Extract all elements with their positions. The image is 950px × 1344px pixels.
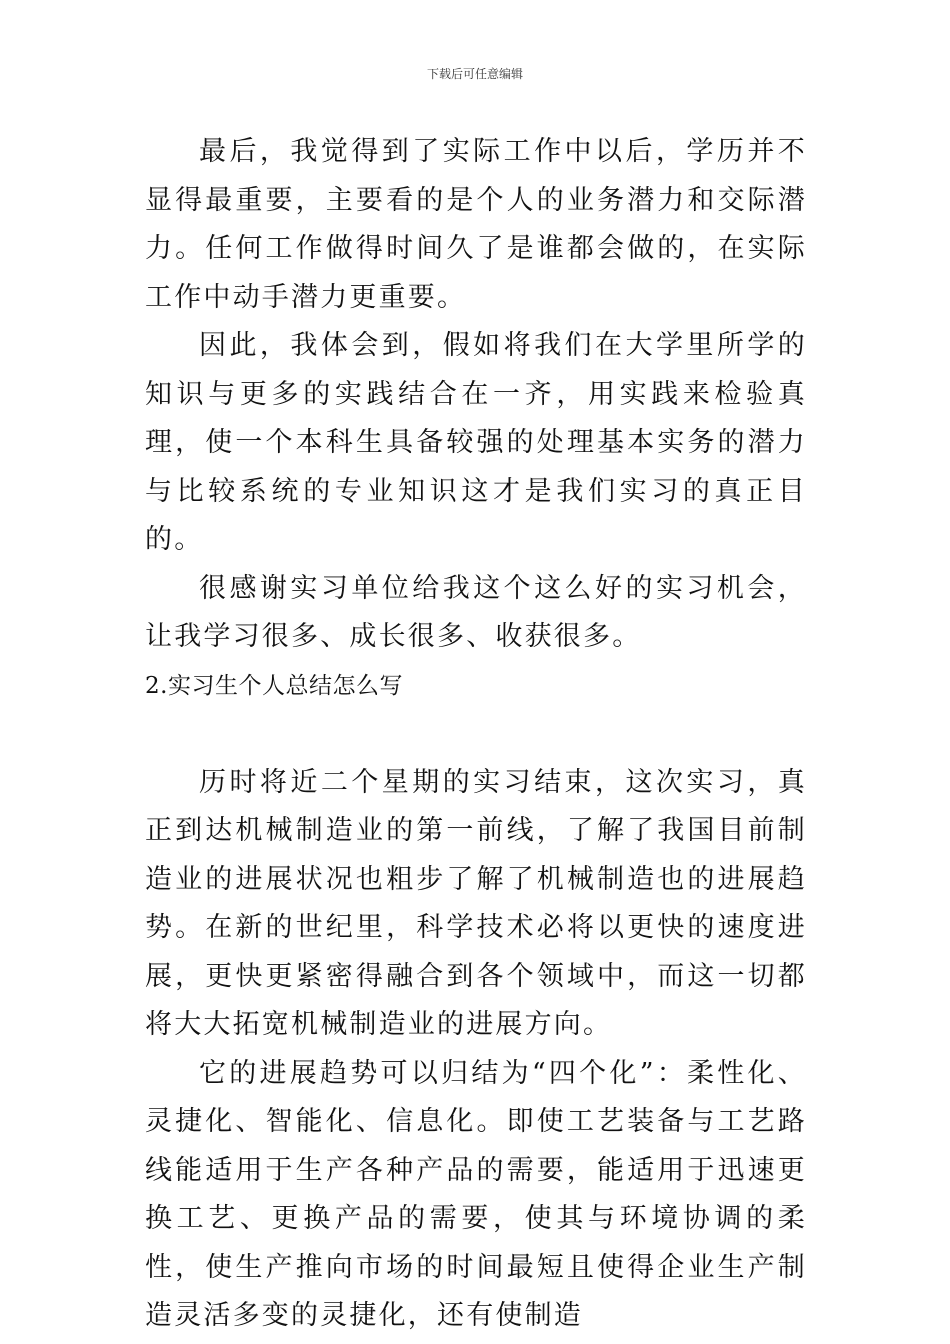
paragraph-trends: 它的进展趋势可以归结为“四个化”：柔性化、灵捷化、智能化、信息化。即使工艺装备与工艺路线能适用于生产各种产品的需要，能适用于迅速更换工艺、更换产品的需要，使其与环境协调的柔性，使生产推向市场的时间最短且使得企业生产制造灵活多变的灵捷化，还有使制造: [145, 1057, 807, 1331]
paragraph-conclusion: 最后，我觉得到了实际工作中以后，学历并不显得最重要，主要看的是个人的业务潜力和交际潜力。任何工作做得时间久了是谁都会做的，在实际工作中动手潜力更重要。: [145, 136, 807, 313]
section-heading: 2.实习生个人总结怎么写: [145, 672, 403, 699]
document-body: [145, 128, 807, 1341]
blank-line: [145, 710, 807, 759]
paragraph-thanks: 很感谢实习单位给我这个这么好的实习机会，让我学习很多、成长很多、收获很多。: [145, 572, 807, 652]
paragraph-internship-summary: 历时将近二个星期的实习结束，这次实习，真正到达机械制造业的第一前线，了解了我国目前制造业的进展状况也粗步了解了机械制造也的进展趋势。在新的世纪里，科学技术必将以更快的速度进展，更快更紧密得融合到各个领域中，而这一切都将大大拓宽机械制造业的进展方向。: [145, 766, 807, 1040]
page-header: 下载后可任意编辑: [426, 67, 523, 81]
paragraph-experience: 因此，我体会到，假如将我们在大学里所学的知识与更多的实践结合在一齐，用实践来检验真理，使一个本科生具备较强的处理基本实务的潜力与比较系统的专业知识这才是我们实习的真正目的。: [145, 330, 807, 555]
